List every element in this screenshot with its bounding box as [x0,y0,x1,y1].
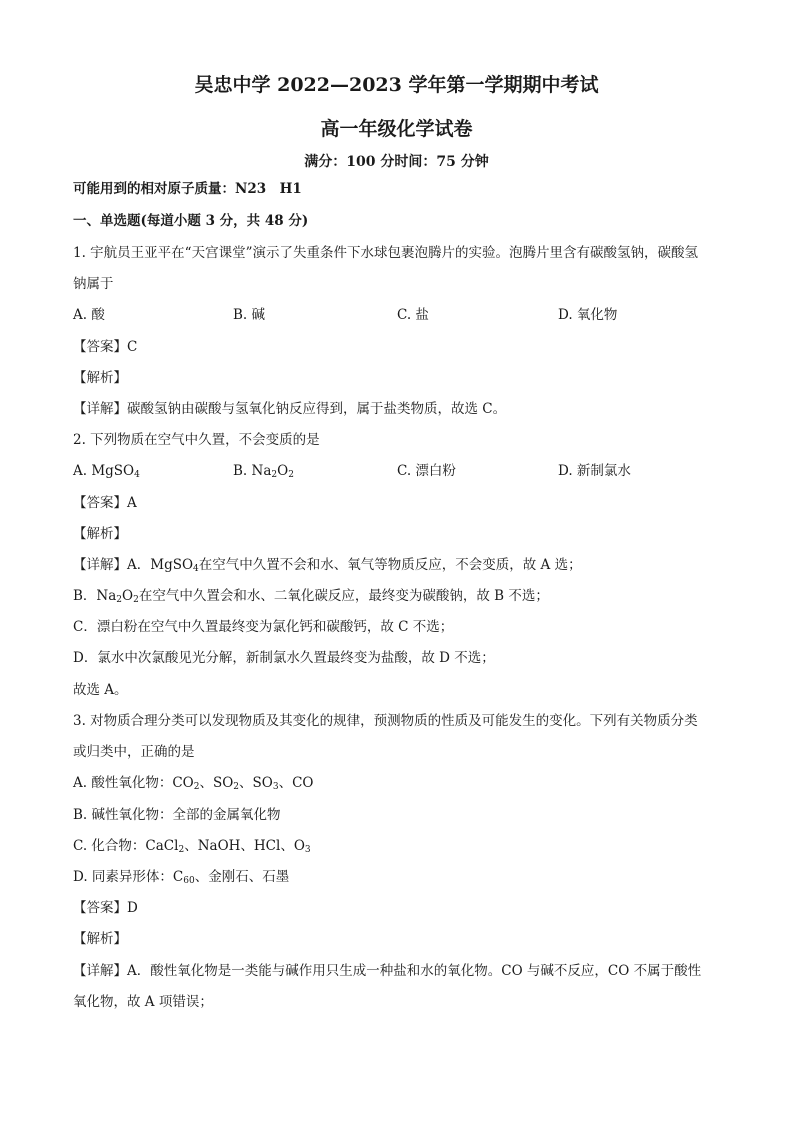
q1-option-a: A. 酸 [73,307,105,323]
q3-option-b: B. 碱性氧化物：全部的金属氧化物 [73,807,281,823]
exam-subtitle: 高一年级化学试卷 [320,118,473,140]
q3-stem-line1: 3. 对物质合理分类可以发现物质及其变化的规律，预测物质的性质及可能发生的变化。下列有关物质分类 [73,713,698,729]
q3-analysis: 【解析】 [73,931,127,947]
exam-title: 吴忠中学 2022—2023 学年第一学期期中考试 [194,74,599,96]
q2-option-a: A. MgSO$_4$ [73,463,140,480]
q2-option-d: D. 新制氯水 [558,463,631,479]
q2-detail-b: B．$Na_2O_2$在空气中久置会和水、二氧化碳反应，最终变为碳酸钠，故 B 不选； [73,588,549,605]
q3-detail-line2: 氧化物，故 A 项错误； [73,994,213,1010]
exam-meta: 满分：100 分时间：75 分钟 [304,154,489,170]
q3-stem-line2: 或归类中，正确的是 [73,744,195,760]
q3-detail-line1: 【详解】A．酸性氧化物是一类能与碱作用只生成一种盐和水的氧化物。CO 与碱不反应，CO 不属于酸性 [73,963,702,979]
q1-stem-line2: 钠属于 [73,276,114,292]
q3-option-c: C. 化合物：CaCl$_2$、NaOH、HCl、$O_3$ [73,838,311,855]
q1-detail: 【详解】碳酸氢钠由碳酸与氢氧化钠反应得到，属于盐类物质，故选 C。 [73,401,507,417]
q1-answer: 【答案】C [73,339,138,355]
q2-stem: 2. 下列物质在空气中久置，不会变质的是 [73,432,320,448]
q1-option-b: B. 碱 [233,307,266,323]
q2-detail-c: C．漂白粉在空气中久置最终变为氯化钙和碳酸钙，故 C 不选； [73,619,454,635]
q3-answer: 【答案】D [73,900,138,916]
q3-option-d: D. 同素异形体：$C_{60}$、金刚石、石墨 [73,869,290,886]
atomic-mass-note: 可能用到的相对原子质量：N23 H1 [73,181,302,197]
q1-analysis: 【解析】 [73,370,127,386]
q2-option-c: C. 漂白粉 [397,463,456,479]
section-heading: 一、单选题(每道小题 3 分，共 48 分) [73,213,309,229]
q2-conclusion: 故选 A。 [73,682,128,698]
q2-detail-d: D．氯水中次氯酸见光分解，新制氯水久置最终变为盐酸，故 D 不选； [73,650,495,666]
q2-option-b: B. $Na_2O_2$ [233,463,294,480]
q1-option-d: D. 氧化物 [558,307,618,323]
q3-option-a: A. 酸性氧化物：$CO_2$、$SO_2$、$SO_3$、CO [73,775,314,792]
q2-answer: 【答案】A [73,495,137,511]
q1-option-c: C. 盐 [397,307,429,323]
q1-stem-line1: 1. 宇航员王亚平在“天宫课堂”演示了失重条件下水球包裹泡腾片的实验。泡腾片里含有碳酸氢钠，碳酸氢 [73,245,698,261]
q2-detail-a: 【详解】A．MgSO$_4$在空气中久置不会和水、氧气等物质反应，不会变质，故 A 选； [73,557,582,574]
q2-analysis: 【解析】 [73,526,127,542]
